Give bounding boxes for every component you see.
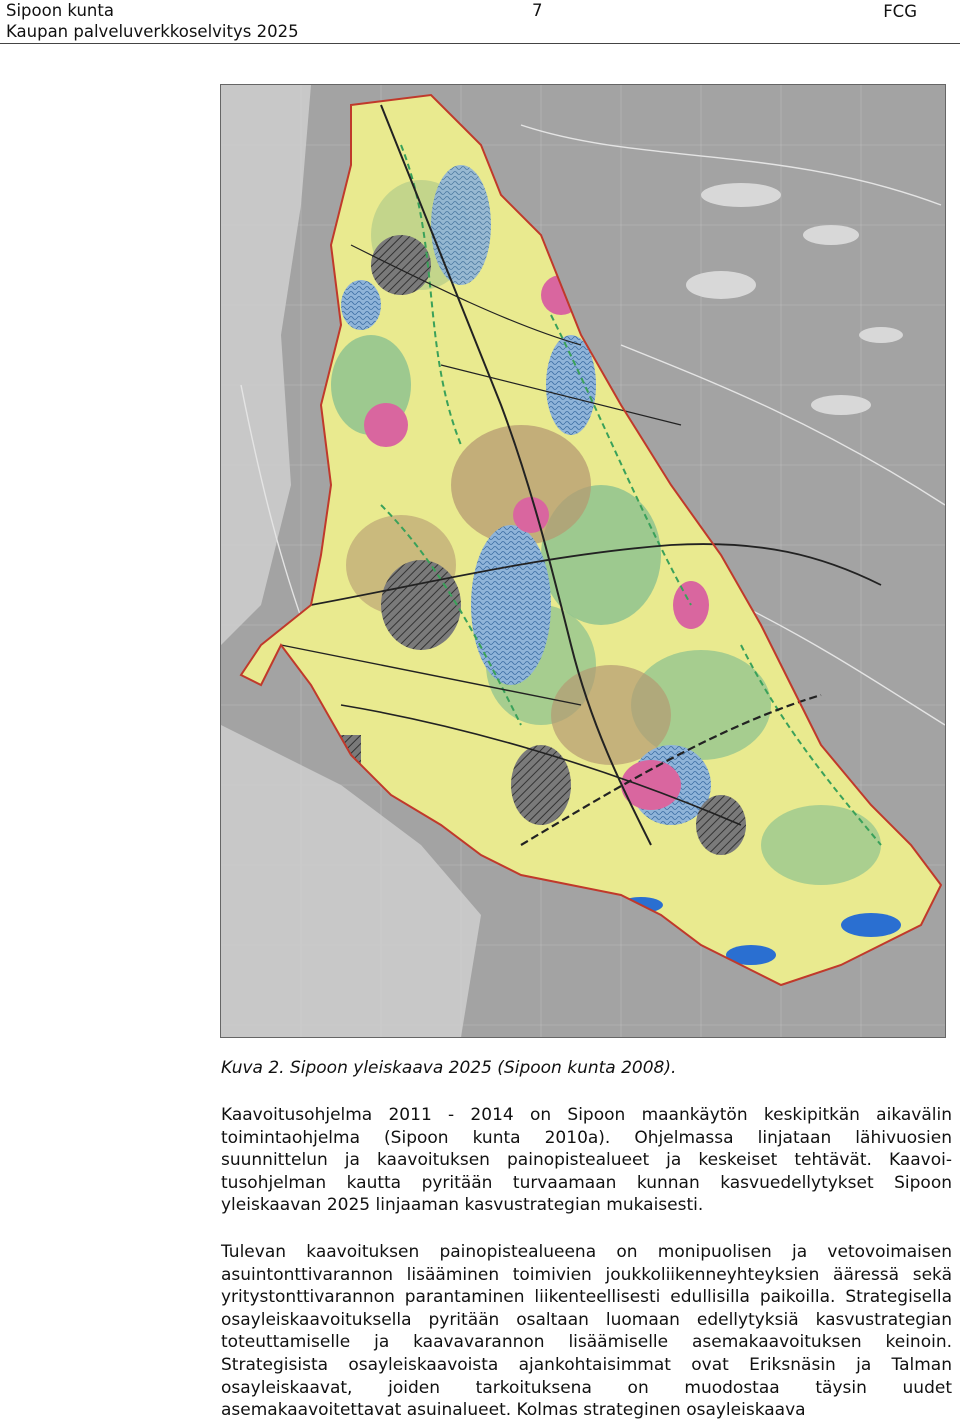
master-plan-map [220, 84, 946, 1038]
body-paragraph-2: Tulevan kaavoituksen painopistealueena on monipuolisen ja vetovoimaisen asuintonttivarannon lisääminen toimivien joukkoliikenneyhteyksien ääressä sekä yritystonttivarannon parantaminen liikenteellisesti edullisilla paikoilla. Strategisella osayleiskaavoituksella pyritään osaltaan luomaan edellytyksiä kasvustrategian toteuttamiselle ja kaavavarannon lisäämiselle asemakaavoituksen keinoin. Strategisista osayleiskaavoista ajankohtaisimmat ovat Eriksnäsin ja Talman osayleiskaavat, joiden tarkoituksena on muodostaa täysin uudet asemakaavoitettavat asuinalueet. Kolmas strateginen osayleiskaava [221, 1242, 952, 1421]
figure-caption: Kuva 2. Sipoon yleiskaava 2025 (Sipoon kunta 2008). [221, 1058, 677, 1078]
page-number: 7 [532, 1, 543, 20]
body-paragraph-1: Kaavoitusohjelma 2011 - 2014 on Sipoon maankäytön keskipitkän aikavälin toimintaohjelma (Sipoon kunta 2010a). Ohjelmassa linjataan lähivuosien suunnittelun ja kaavoituksen painopistealueet ja keskeiset tehtävät. Kaavoitusohjelman kautta pyritään turvaamaan kunnan kasvuedellytykset Sipoon yleiskaavan 2025 linjaaman kasvustrategian mukaisesti. [221, 1105, 952, 1216]
header-company: FCG [883, 2, 917, 21]
header-divider [0, 43, 960, 44]
running-header-left [6, 0, 299, 42]
header-organization: Sipoon kunta [6, 1, 114, 20]
header-report-title: Kaupan palveluverkkoselvitys 2025 [6, 22, 299, 41]
